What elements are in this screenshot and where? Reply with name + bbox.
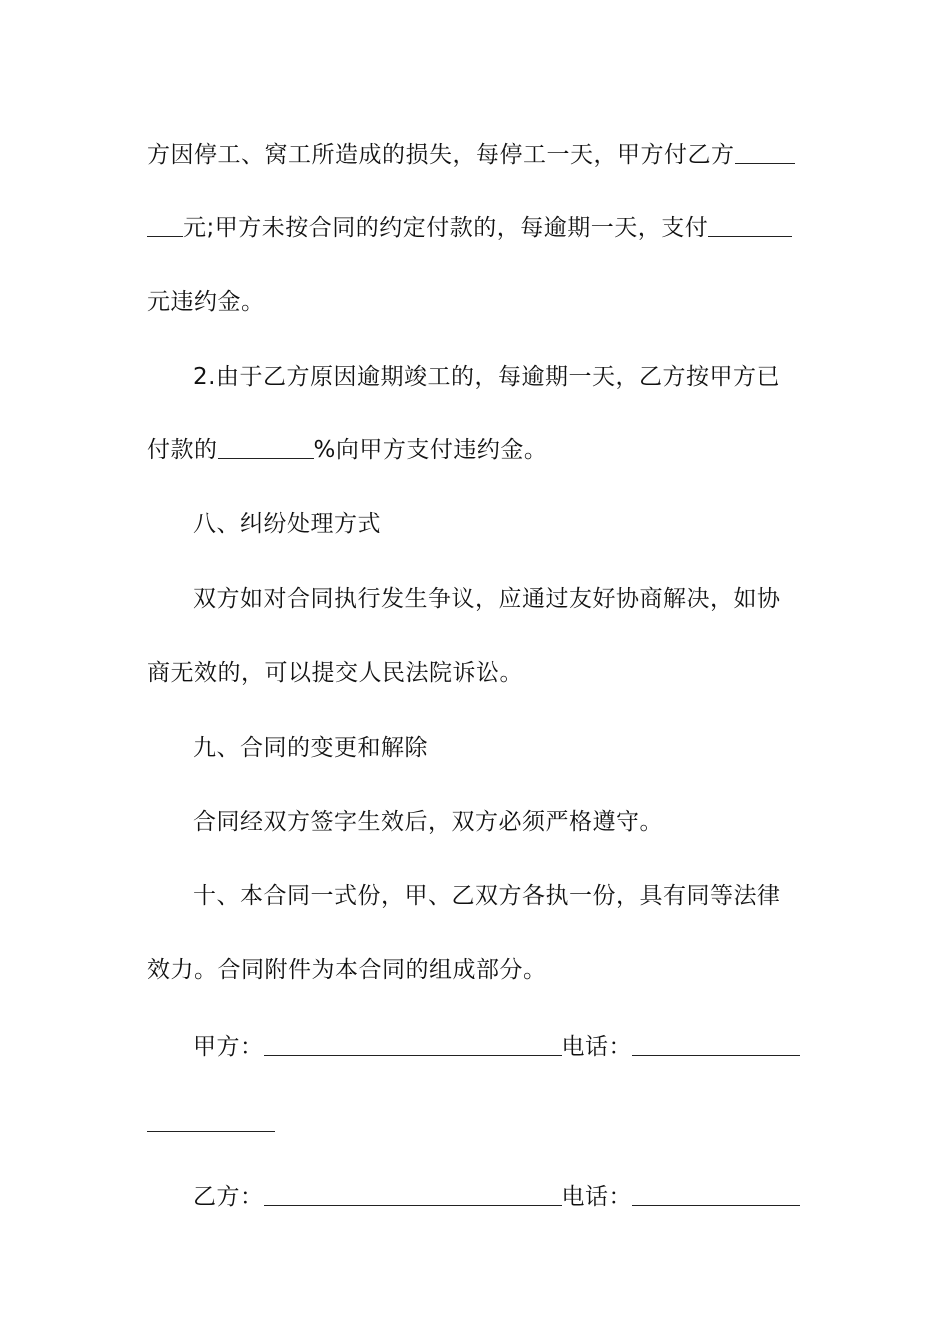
clause-2-line-2 [147, 435, 812, 465]
line-text: 方因停工、窝工所造成的损失，每停工一天，甲方付乙方 [147, 142, 735, 168]
party-a-phone-blank [632, 1035, 800, 1056]
party-b-label: 乙方： [193, 1184, 264, 1210]
fill-blank [708, 216, 792, 237]
text-line-2 [147, 213, 812, 243]
party-b-name-blank [264, 1185, 562, 1206]
line-text: 元;甲方未按合同的约定付款的，每逾期一天，支付 [183, 215, 709, 241]
line-text: 付款的 [147, 437, 218, 463]
heading-text: 八、纠纷处理方式 [193, 511, 381, 537]
heading-text: 九、合同的变更和解除 [193, 735, 428, 761]
line-text: 双方如对合同执行发生争议，应通过友好协商解决，如协 [193, 586, 781, 612]
line-text: 商无效的，可以提交人民法院诉讼。 [147, 660, 523, 686]
fill-blank [218, 438, 314, 459]
section-10-line-2 [147, 955, 812, 985]
section-9-line-1 [193, 807, 813, 837]
section-heading-9 [193, 733, 813, 763]
line-text: 合同经双方签字生效后，双方必须严格遵守。 [193, 809, 663, 835]
section-8-line-1 [193, 584, 813, 614]
text-line-1 [147, 140, 812, 170]
line-text: 2.由于乙方原因逾期竣工的，每逾期一天，乙方按甲方已 [193, 364, 780, 390]
party-a-label: 甲方： [193, 1034, 264, 1060]
clause-2-line-1 [193, 362, 813, 392]
party-a-phone-label: 电话： [561, 1034, 632, 1060]
line-text: 效力。合同附件为本合同的组成部分。 [147, 957, 547, 983]
party-b-phone-blank [632, 1185, 800, 1206]
party-a-name-blank [264, 1035, 562, 1056]
section-8-line-2 [147, 658, 812, 688]
fill-blank [735, 143, 795, 164]
party-b-phone-label: 电话： [561, 1184, 632, 1210]
section-heading-8 [193, 509, 813, 539]
party-b-signature-line [193, 1182, 813, 1212]
continuation-blank [147, 1131, 275, 1132]
party-a-signature-line [193, 1032, 813, 1062]
line-text: %向甲方支付违约金。 [313, 437, 548, 463]
text-line-3 [147, 287, 812, 317]
line-text: 元违约金。 [147, 289, 265, 315]
fill-blank [147, 216, 183, 237]
section-10-line-1 [193, 881, 813, 911]
line-text: 十、本合同一式份，甲、乙双方各执一份，具有同等法律 [193, 883, 781, 909]
